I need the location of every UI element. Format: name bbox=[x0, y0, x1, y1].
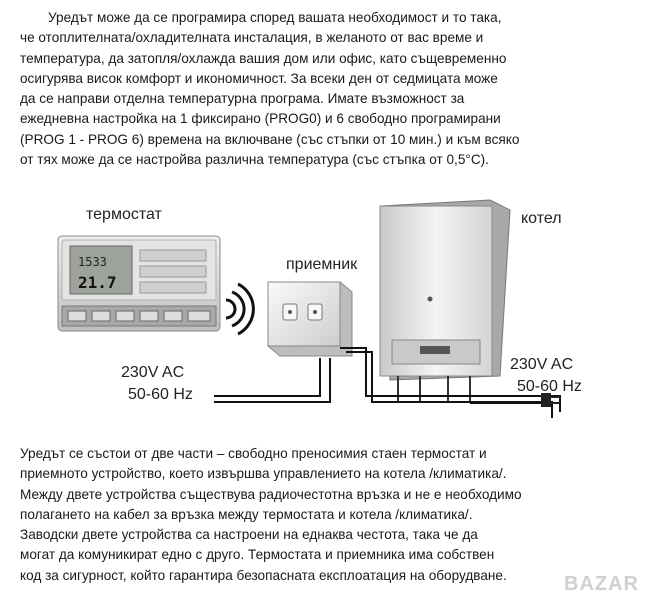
description-line: могат да комуникират едно с друго. Термостата и приемника има собствен bbox=[20, 547, 495, 563]
boiler-label: котел bbox=[521, 210, 562, 227]
description-line: Заводски двете устройства са настроени на еднаква честота, така че да bbox=[20, 527, 478, 543]
intro-line: (PROG 1 - PROG 6) времена на включване (със стъпки от 10 мин.) и към всяко bbox=[20, 131, 520, 147]
boiler-device bbox=[380, 200, 510, 403]
description-paragraph bbox=[20, 444, 632, 586]
left-power-frequency: 50-60 Hz bbox=[128, 386, 193, 403]
radio-waves-icon bbox=[226, 284, 253, 334]
intro-line: температура, да затопля/охлажда вашия дом или офис, като същевременно bbox=[20, 50, 507, 66]
intro-line: от тях може да се настройва различна температура (със стъпка от 0,5°C). bbox=[20, 152, 489, 168]
receiver-label: приемник bbox=[286, 256, 358, 273]
intro-line: ежедневна настройка на 1 фиксирано (PROG0) и 6 свободно програмирани bbox=[20, 111, 501, 127]
intro-line: че отоплителната/охладителната инсталация, в желаното от вас време и bbox=[20, 30, 484, 46]
description-line: полагането на кабел за връзка между термостата и котела /климатика/. bbox=[20, 506, 473, 522]
intro-line: да се направи отделна температурна програма. Имате възможност за bbox=[20, 91, 465, 107]
intro-line: Уредът може да се програмира според вашата необходимост и то така, bbox=[48, 10, 502, 25]
display-temp: 21.7 bbox=[78, 273, 117, 292]
thermostat-label: термостат bbox=[86, 206, 162, 223]
left-power-voltage: 230V AC bbox=[121, 364, 185, 381]
description-line: Уредът се състои от две части – свободно преносимия стаен термостат и bbox=[20, 446, 487, 461]
display-time: 1533 bbox=[78, 255, 107, 269]
right-power-voltage: 230V AC bbox=[510, 356, 574, 373]
receiver-device bbox=[268, 282, 352, 356]
description-line: приемното устройство, което извършва управлението на котела /климатика/. bbox=[20, 466, 507, 482]
right-power-frequency: 50-60 Hz bbox=[517, 378, 582, 395]
thermostat-device bbox=[58, 236, 220, 331]
watermark: BAZAR bbox=[564, 573, 639, 595]
description-line: Между двете устройства съществува радиочестотна връзка и не е необходимо bbox=[20, 486, 522, 502]
intro-line: осигурява висок комфорт и икономичност. За всеки ден от седмицата може bbox=[20, 70, 498, 86]
system-diagram bbox=[0, 188, 645, 438]
description-line: код за сигурност, който гарантира безопасната експлоатация на оборудване. bbox=[20, 567, 507, 583]
intro-paragraph bbox=[20, 8, 632, 170]
